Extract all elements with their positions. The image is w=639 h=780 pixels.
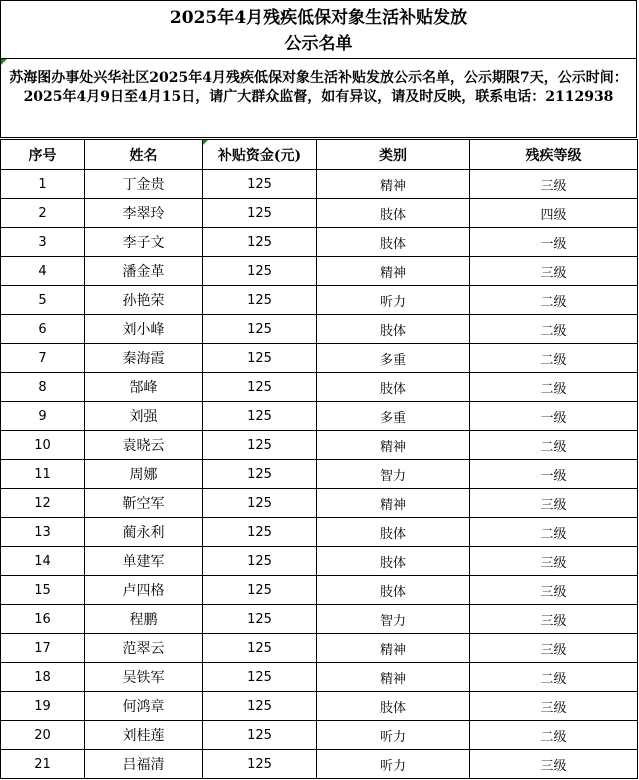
cell-name: 李子文: [85, 228, 203, 257]
cell-amount: 125: [203, 663, 317, 692]
cell-name: 吴铁军: [85, 663, 203, 692]
cell-amount: 125: [203, 257, 317, 286]
table-row: [1, 721, 638, 750]
cell-category: 肢体: [317, 518, 470, 547]
title-block: [0, 0, 637, 58]
cell-name: 刘小峰: [85, 315, 203, 344]
cell-name: 靳空军: [85, 489, 203, 518]
cell-amount: 125: [203, 460, 317, 489]
cell-name: 丁金贵: [85, 170, 203, 199]
cell-amount: 125: [203, 315, 317, 344]
cell-level: 二级: [470, 344, 638, 373]
cell-name: 单建军: [85, 547, 203, 576]
cell-level: 三级: [470, 257, 638, 286]
table-row: [1, 489, 638, 518]
column-header-amount: 补贴资金(元): [203, 140, 317, 170]
cell-category: 智力: [317, 605, 470, 634]
table-row: [1, 605, 638, 634]
cell-no: 16: [1, 605, 85, 634]
cell-amount: 125: [203, 373, 317, 402]
cell-level: 一级: [470, 460, 638, 489]
table-row: [1, 460, 638, 489]
cell-name: 吕福清: [85, 750, 203, 779]
cell-category: 智力: [317, 460, 470, 489]
cell-name: 李翠玲: [85, 199, 203, 228]
cell-amount: 125: [203, 547, 317, 576]
cell-level: 二级: [470, 286, 638, 315]
cell-category: 听力: [317, 750, 470, 779]
cell-comment-marker: [1, 59, 7, 65]
cell-category: 肢体: [317, 576, 470, 605]
table-row: [1, 228, 638, 257]
cell-no: 21: [1, 750, 85, 779]
cell-level: 一级: [470, 228, 638, 257]
cell-no: 6: [1, 315, 85, 344]
cell-level: 三级: [470, 605, 638, 634]
cell-amount: 125: [203, 576, 317, 605]
cell-amount: 125: [203, 170, 317, 199]
cell-category: 精神: [317, 663, 470, 692]
cell-category: 精神: [317, 489, 470, 518]
cell-category: 精神: [317, 257, 470, 286]
cell-category: 肢体: [317, 373, 470, 402]
cell-name: 袁晓云: [85, 431, 203, 460]
table-row: [1, 170, 638, 199]
cell-level: 三级: [470, 489, 638, 518]
cell-no: 5: [1, 286, 85, 315]
table-body: [1, 170, 638, 779]
column-header-level: 残疾等级: [470, 140, 638, 170]
cell-no: 10: [1, 431, 85, 460]
table-row: [1, 257, 638, 286]
cell-category: 肢体: [317, 692, 470, 721]
cell-no: 12: [1, 489, 85, 518]
cell-no: 3: [1, 228, 85, 257]
cell-amount: 125: [203, 721, 317, 750]
cell-amount: 125: [203, 605, 317, 634]
cell-level: 二级: [470, 373, 638, 402]
cell-category: 精神: [317, 170, 470, 199]
cell-amount: 125: [203, 489, 317, 518]
cell-name: 范翠云: [85, 634, 203, 663]
cell-category: 精神: [317, 634, 470, 663]
cell-no: 4: [1, 257, 85, 286]
cell-name: 刘强: [85, 402, 203, 431]
cell-amount: 125: [203, 286, 317, 315]
cell-category: 听力: [317, 721, 470, 750]
cell-no: 20: [1, 721, 85, 750]
cell-level: 二级: [470, 431, 638, 460]
cell-category: 多重: [317, 402, 470, 431]
column-header-category: 类别: [317, 140, 470, 170]
cell-name: 周娜: [85, 460, 203, 489]
cell-name: 郜峰: [85, 373, 203, 402]
notice-text: 苏海图办事处兴华社区2025年4月残疾低保对象生活补贴发放公示名单，公示期限7天，公示时间：2025年4月9日至4月15日，请广大群众监督，如有异议，请及时反映，联系电话：2112938: [0, 58, 637, 138]
cell-no: 11: [1, 460, 85, 489]
table-row: [1, 315, 638, 344]
cell-no: 19: [1, 692, 85, 721]
cell-level: 三级: [470, 750, 638, 779]
table-row: [1, 692, 638, 721]
cell-amount: 125: [203, 402, 317, 431]
cell-category: 肢体: [317, 199, 470, 228]
table-row: [1, 199, 638, 228]
cell-amount: 125: [203, 431, 317, 460]
cell-level: 三级: [470, 634, 638, 663]
column-header-no: 序号: [1, 140, 85, 170]
cell-name: 秦海霞: [85, 344, 203, 373]
cell-level: 二级: [470, 315, 638, 344]
table-row: [1, 431, 638, 460]
table-row: [1, 663, 638, 692]
page-title: 2025年4月残疾低保对象生活补贴发放: [169, 8, 468, 28]
cell-no: 18: [1, 663, 85, 692]
table-row: [1, 286, 638, 315]
cell-amount: 125: [203, 199, 317, 228]
cell-name: 潘金革: [85, 257, 203, 286]
cell-level: 二级: [470, 518, 638, 547]
cell-amount: 125: [203, 344, 317, 373]
cell-level: 二级: [470, 663, 638, 692]
cell-no: 13: [1, 518, 85, 547]
cell-category: 肢体: [317, 228, 470, 257]
table-row: [1, 547, 638, 576]
cell-level: 二级: [470, 721, 638, 750]
cell-level: 四级: [470, 199, 638, 228]
table-row: [1, 634, 638, 663]
cell-no: 7: [1, 344, 85, 373]
cell-amount: 125: [203, 518, 317, 547]
cell-name: 刘桂莲: [85, 721, 203, 750]
cell-category: 多重: [317, 344, 470, 373]
cell-no: 14: [1, 547, 85, 576]
cell-no: 15: [1, 576, 85, 605]
recipient-table: [0, 139, 638, 779]
cell-name: 何鸿章: [85, 692, 203, 721]
cell-category: 肢体: [317, 315, 470, 344]
cell-name: 程鹏: [85, 605, 203, 634]
cell-amount: 125: [203, 750, 317, 779]
cell-level: 一级: [470, 402, 638, 431]
cell-category: 听力: [317, 286, 470, 315]
cell-amount: 125: [203, 634, 317, 663]
cell-level: 三级: [470, 576, 638, 605]
cell-name: 蔺永利: [85, 518, 203, 547]
cell-no: 8: [1, 373, 85, 402]
cell-no: 9: [1, 402, 85, 431]
cell-level: 三级: [470, 547, 638, 576]
table-row: [1, 373, 638, 402]
table-header-row: [1, 140, 638, 170]
table-row: [1, 402, 638, 431]
cell-amount: 125: [203, 692, 317, 721]
cell-category: 肢体: [317, 547, 470, 576]
cell-amount: 125: [203, 228, 317, 257]
cell-name: 卢四格: [85, 576, 203, 605]
cell-category: 精神: [317, 431, 470, 460]
cell-no: 2: [1, 199, 85, 228]
table-row: [1, 344, 638, 373]
cell-no: 17: [1, 634, 85, 663]
page-subtitle: 公示名单: [284, 34, 353, 54]
cell-name: 孙艳荣: [85, 286, 203, 315]
cell-no: 1: [1, 170, 85, 199]
table-row: [1, 518, 638, 547]
table-row: [1, 750, 638, 779]
table-row: [1, 576, 638, 605]
cell-level: 三级: [470, 692, 638, 721]
cell-level: 三级: [470, 170, 638, 199]
column-header-name: 姓名: [85, 140, 203, 170]
